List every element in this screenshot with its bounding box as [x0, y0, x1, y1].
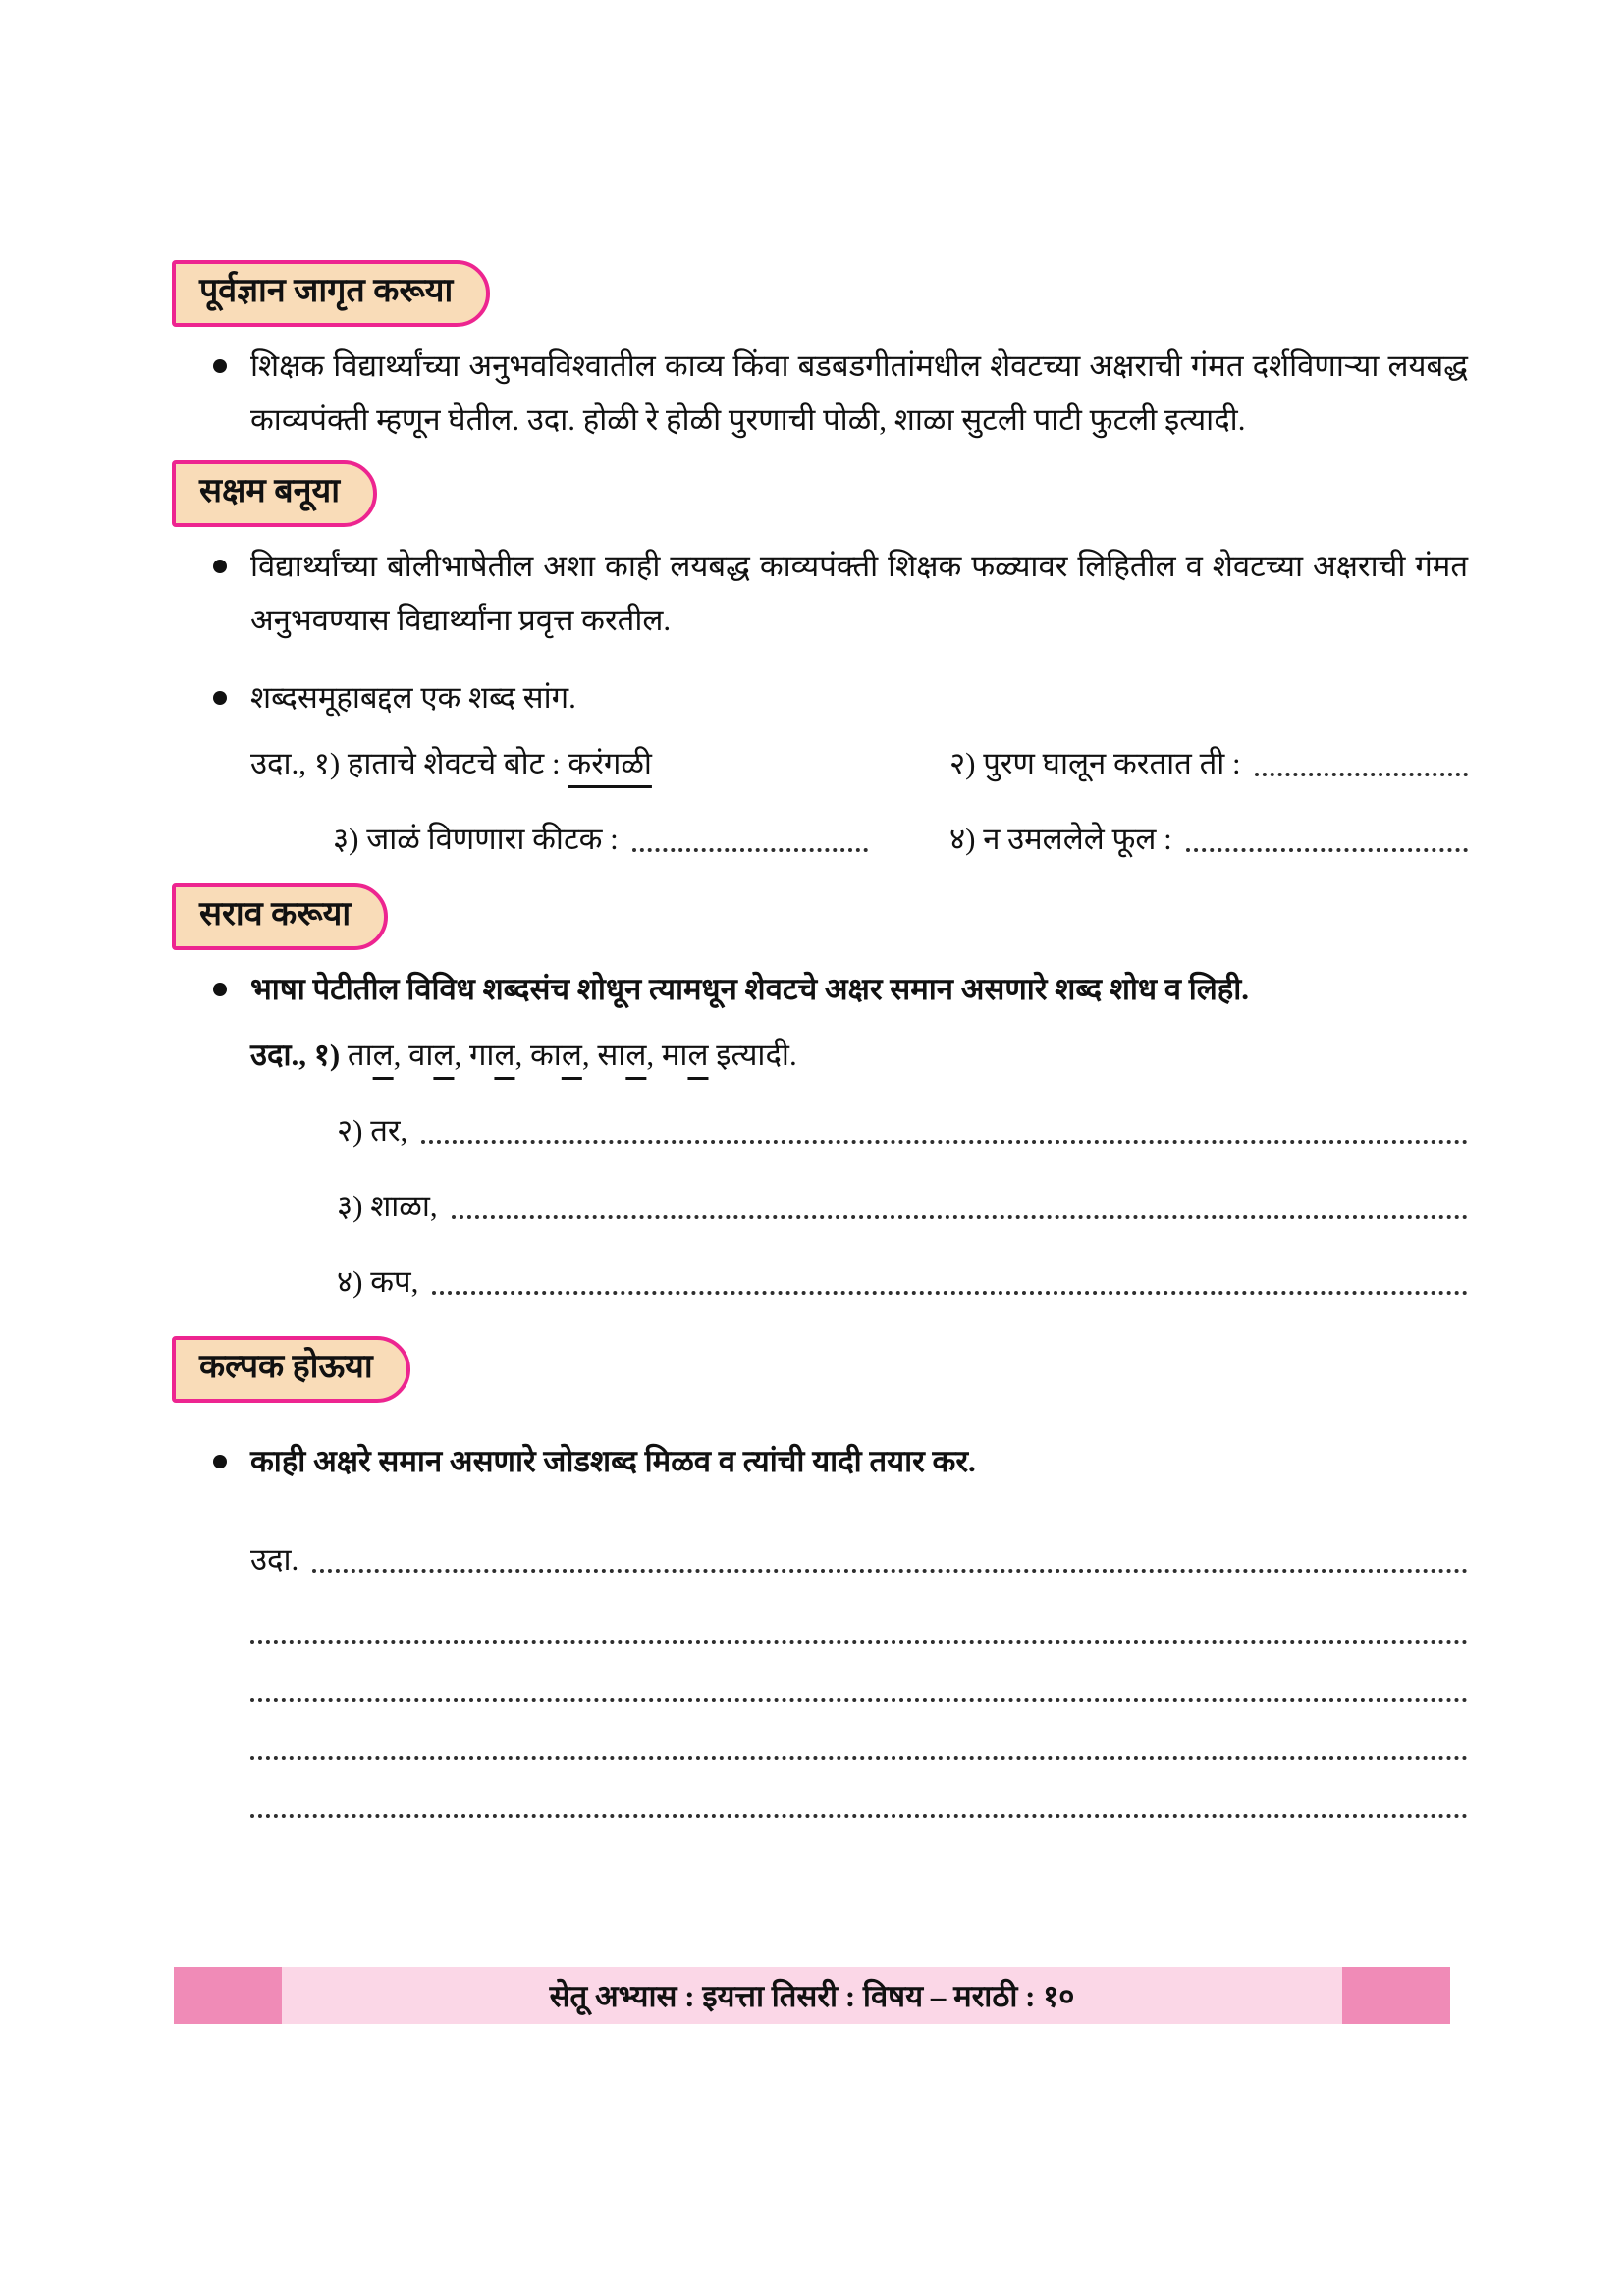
footer-left-block [174, 1967, 282, 2024]
example-word-6: माल [661, 1038, 709, 1072]
section-title-saksham: सक्षम बनूया [199, 473, 341, 509]
section3-bullet-text: भाषा पेटीतील विविध शब्दसंच शोधून त्यामधून शेवटचे अक्षर समान असणारे शब्द शोध व लिही. [250, 972, 1250, 1006]
example-word-1: ताल, [347, 1038, 409, 1072]
section1-bullet [172, 339, 1468, 447]
section3-item-3 [172, 1179, 1468, 1233]
section-title-purvadnyan: पूर्वज्ञान जागृत करूया [199, 273, 454, 309]
section-title-box-kalpak [172, 1336, 410, 1403]
question-1 [250, 736, 949, 790]
question-4-label: ४) न उमललेले फूल : [949, 822, 1172, 856]
answer-dotted-line [632, 848, 868, 852]
section2-answer-row-1 [172, 736, 1468, 790]
footer-text-area [282, 1967, 1342, 2024]
answer-dotted-line [250, 1603, 1468, 1644]
section-title-sarav: सराव करूया [199, 896, 352, 933]
section3-bullet [172, 962, 1468, 1016]
footer-bar [174, 1967, 1450, 2024]
page-content [172, 260, 1468, 1818]
question-3-label: ३) जाळं विणणारा कीटक : [333, 822, 619, 856]
section1-bullet-text: शिक्षक विद्यार्थ्यांच्या अनुभवविश्वातील काव्य किंवा बडबडगीतांमधील शेवटच्या अक्षराची गंमत दर्शविणाऱ्या लयबद्ध काव्यपंक्ती म्हणून घेतील. उदा. होळी रे होळी पुरणाची पोळी, शाळा सुटली पाटी फुटली इत्यादी. [250, 348, 1468, 437]
question-2 [949, 736, 1468, 790]
answer-dotted-line [1255, 773, 1468, 776]
bullet-icon [213, 1455, 227, 1468]
section-title-box-sarav [172, 883, 388, 950]
question-1-answer: करंगळी [568, 746, 652, 780]
example-label: उदा. [250, 1542, 299, 1576]
section-title-kalpak: कल्पक होऊया [199, 1349, 373, 1385]
example-word-2: वाल, [408, 1038, 469, 1072]
question-2-label: २) पुरण घालून करतात ती : [949, 746, 1241, 780]
answer-dotted-line [250, 1777, 1468, 1818]
question-4 [949, 812, 1468, 866]
section3-item-4 [172, 1255, 1468, 1308]
answer-dotted-line [421, 1140, 1468, 1144]
section2-bullet2-text: शब्दसमूहाबद्दल एक शब्द सांग. [250, 680, 576, 715]
section2-bullet1-text: विद्यार्थ्यांच्या बोलीभाषेतील अशा काही लयबद्ध काव्यपंक्ती शिक्षक फळ्यावर लिहितील व शेवटच्या अक्षराची गंमत अनुभवण्यास विद्यार्थ्यांना प्रवृत्त करतील. [250, 549, 1468, 637]
bullet-icon [213, 359, 227, 373]
answer-dotted-line [250, 1719, 1468, 1760]
example-word-3: गाल, [468, 1038, 530, 1072]
section2-bullet2 [172, 670, 1468, 724]
answer-dotted-line [432, 1291, 1468, 1295]
bullet-icon [213, 560, 227, 573]
example-prefix: उदा., १) [250, 1038, 348, 1072]
section3-example-line [172, 1028, 1468, 1082]
answer-dotted-line [452, 1215, 1468, 1219]
example-suffix: इत्यादी. [716, 1038, 797, 1072]
bullet-icon [213, 691, 227, 705]
section4-example-line [172, 1532, 1468, 1586]
bullet-icon [213, 983, 227, 996]
answer-dotted-line [312, 1569, 1468, 1573]
footer-text: सेतू अभ्यास : इयत्ता तिसरी : विषय – मराठी : १० [549, 1979, 1075, 2013]
section4-bullet [172, 1434, 1468, 1488]
section2-answer-row-2 [172, 812, 1468, 866]
example-word-5: साल, [597, 1038, 662, 1072]
question-1-label: उदा., १) हाताचे शेवटचे बोट : [250, 746, 568, 780]
section-title-box-saksham [172, 460, 377, 527]
question-3 [250, 812, 949, 866]
section-title-box-purvadnyan [172, 260, 490, 327]
section3-item-4-label: ४) कप, [337, 1264, 419, 1299]
answer-dotted-line [250, 1661, 1468, 1702]
answer-dotted-line [1186, 848, 1468, 852]
example-word-4: काल, [529, 1038, 598, 1072]
section3-item-2-label: २) तर, [337, 1113, 408, 1148]
footer-right-block [1342, 1967, 1450, 2024]
section4-bullet-text: काही अक्षरे समान असणारे जोडशब्द मिळव व त्यांची यादी तयार कर. [250, 1444, 976, 1478]
section2-bullet1 [172, 539, 1468, 647]
section3-item-3-label: ३) शाळा, [337, 1189, 438, 1223]
section3-item-2 [172, 1103, 1468, 1157]
